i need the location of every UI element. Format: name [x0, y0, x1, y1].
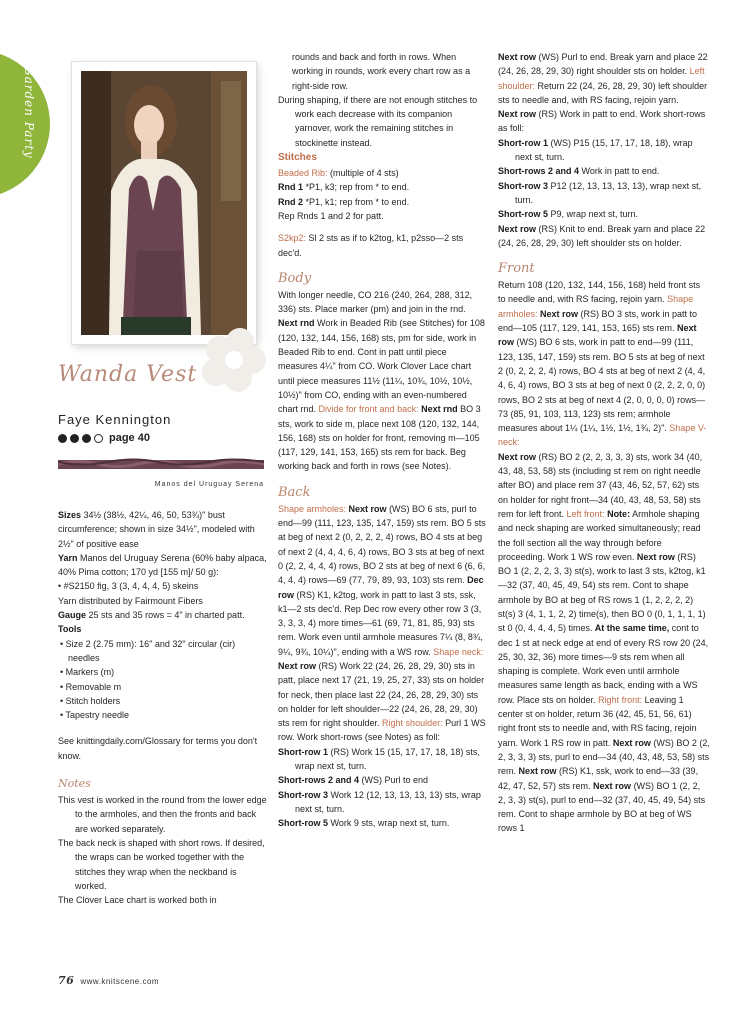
text-run: Short-row 1: [278, 746, 329, 757]
text-run: Short-row 5: [278, 818, 329, 829]
short-row: [498, 136, 710, 165]
front-text: [498, 450, 710, 836]
text-run: Armhole shaping and neck shaping are worked simultaneously; read the foll section all the way through before proceeding. Work 1 WS row even.: [498, 508, 701, 562]
text-run: Next row: [516, 766, 557, 777]
back-text: [278, 502, 486, 745]
skill-dot-filled-icon: [70, 434, 79, 443]
model-photo-frame: [72, 62, 256, 344]
tool-item: • Markers (m): [60, 667, 115, 678]
notes-continued: During shaping, if there are not enough stitches to work each decrease with its companion yarnover, work the remaining stitches in stockinette instead.: [278, 94, 478, 148]
text-run: (multiple of 4 sts): [327, 168, 399, 179]
notes-continued: rounds and back and forth in rows. When working in rounds, work every chart row as a right-side row.: [292, 52, 471, 91]
text-run: Return 108 (120, 132, 144, 156, 168) held front sts to needle and, with RS facing, rejoin yarn.: [498, 280, 701, 305]
text-run: At the same time,: [592, 623, 670, 634]
text-run: Size 2 (2.75 mm): 16" and 32" circular (cir) needles: [65, 638, 236, 663]
skill-dot-empty-icon: [94, 434, 103, 443]
stitch-name: S2kp2:: [278, 233, 307, 244]
tool-item: • Size 2 (2.75 mm): 16" and 32" circular (cir) needles: [60, 638, 236, 663]
text-run: Next row: [537, 308, 579, 319]
short-row: [278, 788, 486, 817]
yarn-sample-image: [58, 455, 264, 473]
text-run: Dec row: [278, 575, 484, 600]
text-run: Removable m: [65, 681, 122, 692]
text-run: Short-rows 2 and 4: [498, 166, 580, 177]
text-run: Right front:: [595, 694, 643, 705]
spec-text: 34½ (38½, 42¼, 46, 50, 53¾)" bust circumference; shown in size 34½", modeled with 2½" of positive ease: [58, 510, 255, 549]
short-row: [278, 745, 486, 774]
text-run: Next row: [498, 451, 537, 462]
text-run: (RS) BO 3 sts, work in patt to end—105 (117, 129, 141, 153, 165) sts rem.: [498, 308, 698, 334]
glossary-note: See knittingdaily.com/Glossary for terms you don't know.: [58, 736, 258, 761]
text-run: P9, wrap next st, turn.: [548, 209, 639, 220]
page-number: 76: [58, 974, 75, 987]
text-run: Shape neck:: [433, 646, 484, 657]
text-run: cont to dec 1 st at neck edge at end of every RS row 20 (24, 25, 30, 32, 36) more times—9 sts rem when all shaping is complete. Work even until armhole measures same length as back, ending with a WS row. Place sts on holder.: [498, 623, 709, 705]
text-run: Short-rows 2 and 4: [278, 775, 360, 786]
section-tab-label-wrap: [20, 66, 40, 186]
model-photo-illustration: [81, 71, 247, 335]
notes-paragraph: This vest is worked in the round from the lower edge to the armholes, and then the fronts and back are worked separately.: [58, 795, 267, 834]
tool-item: • Removable m: [60, 681, 122, 692]
notes-paragraph: The Clover Lace chart is worked both in: [58, 895, 217, 906]
text-run: (RS) Work in patt to end. Work short-rows as foll:: [498, 109, 706, 134]
body-text: [278, 288, 486, 474]
short-row: [498, 207, 710, 221]
rnd-label: Rnd 1: [278, 182, 304, 193]
text-run: (WS) Purl to end: [359, 775, 429, 786]
spec-label: Sizes: [58, 510, 82, 520]
text-run: Leaving 1 center st on holder, return 36 (42, 45, 51, 56, 61) right front sts to needle and, with RS facing, rejoin yarn. Work 1 RS row in patt.: [498, 694, 697, 748]
text-run: (RS) Work 22 (24, 26, 28, 29, 30) sts in patt, place next 17 (21, 19, 25, 27, 33) sts on holder for neck, then place last 22 (24, 26, 28, 29, 30) sts on holder for left shoulder—22 (24, 26, 28, 29, 30) sts rem for right shoulder.: [278, 660, 485, 729]
skill-dot-filled-icon: [58, 434, 67, 443]
text-run: Right shoulder:: [379, 718, 443, 729]
skill-dot-filled-icon: [82, 434, 91, 443]
column-3: [498, 50, 710, 836]
text-run: (RS) K1, k2tog, work in patt to last 3 sts, ssk, k1—2 sts dec'd. Rep Dec row every other row 3 (3, 3, 3, 3, 4) more times—61 (69, 71, 81, 85, 93) sts rem. Work even until armhole measures 7¼ (8, 8¾, 9¼, 9¾, 10¼)", ending with a WS row.: [278, 589, 483, 657]
text-run: (RS) Knit to end. Break yarn and place 22 (24, 26, 28, 29, 30) left shoulder sts on holder.: [498, 223, 706, 248]
column-2: [278, 50, 486, 831]
text-run: Next row: [498, 223, 537, 234]
text-run: Work in patt to end.: [579, 166, 660, 177]
text-run: Next row: [498, 52, 537, 62]
text-run: Work 9 sts, wrap next st, turn.: [328, 818, 450, 829]
model-photo: [81, 71, 247, 335]
text-run: Next row: [346, 503, 387, 514]
skill-level: [58, 432, 150, 444]
body-heading: Body: [278, 270, 312, 286]
text-run: Shape armholes:: [278, 503, 347, 514]
text-run: (WS) BO 6 sts, purl to end—99 (111, 123, 135, 147, 159) sts rem. BO 5 sts at beg of next 2 (0, 2, 2, 2, 4) rows, BO 4 sts at beg of next 2 (4, 4, 4, 6, 4) rows, BO 3 sts at beg of next 0 (2, 2, 4, 4, 4) rows, BO 2 sts at beg of next 6 (6, 6, 4, 4, 4) rows—69 (77, 79, 89, 93, 103) sts rem.: [278, 503, 486, 586]
text-run: Next rnd: [278, 318, 315, 329]
text-run: Next row: [498, 323, 697, 348]
stitch-name: Beaded Rib:: [278, 168, 328, 179]
text-run: Work in Beaded Rib (see Stitches) for 108 (120, 132, 144, 156, 168) sts, pm for side, work in Beaded Rib to end. Cont in patt until piece measures 4¼" from CO. Work Clover Lace chart until piece measures 11½ (11¼, 10¾, 10½, 10½, 10½)" from CO, ending with an even-numbered chart rnd.: [278, 318, 485, 415]
section-tab-label: Garden Party: [22, 66, 36, 159]
text-run: Tapestry needle: [65, 710, 130, 721]
spec-text: • #S2150 fig, 3 (3, 4, 4, 4, 5) skeins: [58, 581, 199, 592]
back-text: [498, 50, 710, 107]
designer-name: Faye Kennington: [58, 412, 172, 427]
text-run: Shape V-neck:: [498, 423, 707, 448]
text-run: (RS) Work 15 (15, 17, 17, 18, 18) sts, wrap next st, turn.: [295, 746, 480, 772]
spec-label: Gauge: [58, 610, 87, 621]
text-run: Next row: [498, 109, 537, 120]
text-run: Shape armholes:: [498, 294, 694, 319]
short-row: [498, 179, 710, 208]
page-reference: page 40: [109, 432, 150, 444]
yarn-caption: Manos del Uruguay Serena: [154, 481, 264, 488]
footer-site: www.knitscene.com: [80, 977, 160, 986]
text-run: Next row: [634, 551, 675, 562]
back-heading: Back: [278, 484, 311, 500]
text-run: *P1, k3; rep from * to end.: [303, 182, 410, 193]
text-run: Short-row 3: [278, 789, 329, 800]
text-run: P12 (12, 13, 13, 13, 13), wrap next st, turn.: [515, 180, 702, 205]
tool-item: • Stitch holders: [60, 695, 121, 706]
text-run: Short-row 5: [498, 209, 549, 220]
text-run: BO 3 sts, work to side m, place next 108 (120, 132, 144, 156, 168) sts on holder for front, removing m—105 (117, 129, 141, 153, 165) sts rem for back. Beg working back and forth in rows (see Notes).: [278, 404, 481, 472]
flower-decoration-icon: [190, 320, 280, 410]
spec-label: Yarn: [58, 552, 78, 563]
notes-heading: Notes: [58, 777, 91, 791]
text-run: Short-row 3: [498, 180, 549, 191]
text-run: (RS) K1, ssk, work to end—33 (39, 42, 47, 52, 57) sts rem.: [498, 766, 699, 791]
text-run: (WS) BO 6 sts, work in patt to end—99 (111, 123, 135, 147, 159) sts rem. BO 5 sts at beg of next 2 (0, 2, 2, 2, 4) rows, BO 4 sts at beg of next 2 (4, 4, 4, 6, 4) rows, BO 3 sts at beg of next 0 (2, 2, 2, 0, 0) rows, BO 2 sts at beg of next 4 (2, 0, 0, 0, 0) rows—73 (85, 91, 103, 113, 123) sts rem; armhole measures about 1¼ (1¼, 1½, 1½, 1¾, 2)".: [498, 337, 706, 434]
short-row: [278, 773, 486, 787]
text-run: Left shoulder:: [498, 66, 705, 91]
text-run: Next row: [610, 737, 651, 748]
text-run: (WS) Purl to end. Break yarn and place 22 (24, 26, 28, 29, 30) right shoulder sts on holder.: [498, 52, 708, 77]
text-run: Return 22 (24, 26, 28, 29, 30) left shoulder sts to needle and, with RS facing, rejoin yarn.: [498, 80, 708, 105]
front-text: [498, 278, 710, 450]
spec-text: 25 sts and 35 rows = 4" in charted patt.: [88, 610, 245, 621]
short-row: [498, 164, 710, 178]
text-run: *P1, k1; rep from * to end.: [303, 196, 410, 207]
text-run: With longer needle, CO 216 (240, 264, 288, 312, 336) sts. Place marker (pm) and join in the rnd.: [278, 289, 473, 315]
text-run: Work 12 (12, 13, 13, 13, 13) sts, wrap next st, turn.: [295, 789, 481, 814]
text-run: Sl 2 sts as if to k2tog, k1, p2sso—2 sts dec'd.: [278, 233, 464, 258]
text-run: (RS) BO 1 (2, 2, 2, 3, 3) st(s), work to last 3 sts, k2tog, k1—32 (37, 40, 45, 49, 54) sts rem. Cont to shape armhole by BO at beg of RS rows 1 (1, 2, 2, 2, 2) st(s) 3 (4, 1, 1, 2, 2) time(s), then BO 0 (0, 1, 1, 1, 1) st 0 (0, 4, 4, 4, 5) times.: [498, 551, 706, 634]
text-run: Next rnd: [418, 404, 458, 415]
text-run: (WS) P15 (15, 17, 17, 18, 18), wrap next st, turn.: [515, 137, 693, 163]
pattern-title: Wanda Vest: [58, 362, 198, 387]
stitch-repeat: Rep Rnds 1 and 2 for patt.: [278, 210, 384, 221]
rnd-label: Rnd 2: [278, 196, 304, 207]
text-run: Left front:: [564, 508, 605, 519]
text-run: Divide for front and back:: [316, 404, 419, 415]
text-run: (WS) BO 1 (2, 2, 2, 3, 3) st(s), purl to end—32 (37, 40, 45, 49, 54) sts rem. Cont to shape armhole by BO at beg of WS rows 1: [498, 780, 706, 834]
text-run: Stitch holders: [65, 695, 121, 706]
spec-text: Manos del Uruguay Serena (60% baby alpaca, 40% Pima cotton; 170 yd [155 m]/ 50 g):: [58, 552, 267, 578]
notes-paragraph: The back neck is shaped with short rows. If desired, the wraps can be worked together with the stitches they wrap when the neckband is worked.: [58, 837, 265, 891]
text-run: (WS) BO 2 (2, 2, 3, 3, 3) sts, purl to end—34 (40, 43, 48, 53, 58) sts rem.: [498, 737, 710, 777]
front-heading: Front: [498, 261, 535, 277]
short-row: [278, 816, 486, 830]
page-footer: [58, 974, 159, 987]
tool-item: • Tapestry needle: [60, 710, 130, 721]
text-run: Next row: [590, 780, 632, 791]
text-run: Next row: [278, 660, 317, 671]
text-run: (RS) BO 2 (2, 2, 3, 3, 3) sts, work 34 (40, 43, 48, 53, 58) sts (including st rem on right needle after BO) and place rem 37 (43, 46, 52, 57, 62) sts on holder for right front—34 (40, 43, 48, 53, 58) sts rem for left front.: [498, 451, 703, 519]
column-1: [58, 508, 268, 907]
text-run: Purl 1 WS row. Work short-rows (see Notes) as foll:: [278, 718, 486, 743]
tools-heading: Tools: [58, 624, 82, 635]
stitches-heading: Stitches: [278, 152, 317, 164]
text-run: Note:: [604, 508, 631, 519]
text-run: Markers (m): [65, 667, 115, 678]
spec-text: Yarn distributed by Fairmount Fibers: [58, 595, 203, 606]
text-run: Short-row 1: [498, 137, 549, 148]
